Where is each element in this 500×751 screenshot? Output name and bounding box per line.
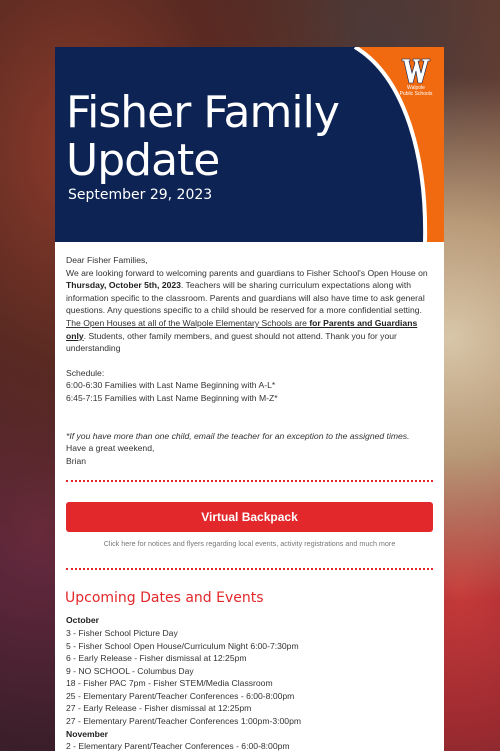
virtual-backpack-button[interactable]: Virtual Backpack (66, 502, 433, 532)
event-item: 5 - Fisher School Open House/Curriculum Night 6:00-7:30pm (66, 640, 299, 651)
closing: Have a great weekend, (66, 443, 155, 454)
greeting: Dear Fisher Families, (66, 255, 148, 265)
header-banner (55, 47, 444, 242)
event-item: 27 - Early Release - Fisher dismissal at 12:25pm (66, 703, 252, 714)
newsletter-page (55, 47, 444, 751)
month-october: October (66, 615, 99, 626)
events-list (55, 606, 444, 751)
event-item: 6 - Early Release - Fisher dismissal at 12:25pm (66, 653, 247, 664)
p1-text-a: We are looking forward to welcoming parents and guardians to Fisher School's Open House on (66, 267, 428, 278)
schedule-label: Schedule: (66, 367, 105, 378)
p2-underlined: The Open Houses at all of the Walpole Elementary Schools are (66, 317, 310, 328)
p2-bold: for Parents and Guardians only (66, 317, 418, 341)
events-heading: Upcoming Dates and Events (65, 590, 264, 607)
issue-date: September 29, 2023 (68, 187, 213, 203)
p1-text-b: . Teachers will be sharing curriculum expectations along with information specific to the classroom. Parents and guardians will also have time to ask general questions. Any questions specific to a child should be reserved for a more confidential setting. (66, 280, 425, 316)
schedule-line-2: 6:45-7:15 Families with Last Name Beginning with M-Z* (66, 392, 278, 403)
event-item: 2 - Elementary Parent/Teacher Conferences - 6:00-8:00pm (66, 741, 290, 751)
w-logo-icon (401, 57, 431, 85)
backpack-caption: Click here for notices and flyers regarding local events, activity registrations and much more (103, 539, 396, 549)
month-november: November (66, 728, 109, 739)
signature: Brian (66, 455, 87, 466)
event-item: 25 - Elementary Parent/Teacher Conferences - 6:00-8:00pm (66, 690, 295, 701)
event-item: 3 - Fisher School Picture Day (66, 627, 178, 638)
walpole-logo (396, 57, 436, 97)
schedule-line-1: 6:00-6:30 Families with Last Name Beginning with A-L* (66, 380, 276, 391)
event-item: 27 - Elementary Parent/Teacher Conferences 1:00pm-3:00pm (66, 716, 302, 727)
letter-body (55, 242, 444, 482)
p2-rest: . Students, other family members, and guest should not attend. Thank you for your understanding (66, 330, 397, 354)
paragraph-attendance (66, 317, 433, 355)
logo-line2: Public Schools (399, 91, 433, 97)
event-item: 9 - NO SCHOOL - Columbus Day (66, 665, 194, 676)
page-title: Fisher Family Update (66, 87, 339, 186)
logo-line1: Walpole (407, 85, 425, 91)
p1-date: Thursday, October 5th, 2023 (66, 280, 181, 291)
event-item: 18 - Fisher PAC 7pm - Fisher STEM/Media Classroom (66, 678, 273, 689)
note: *If you have more than one child, email the teacher for an exception to the assigned times. (66, 430, 410, 441)
paragraph-open-house (66, 267, 433, 317)
backpack-section (55, 482, 444, 548)
